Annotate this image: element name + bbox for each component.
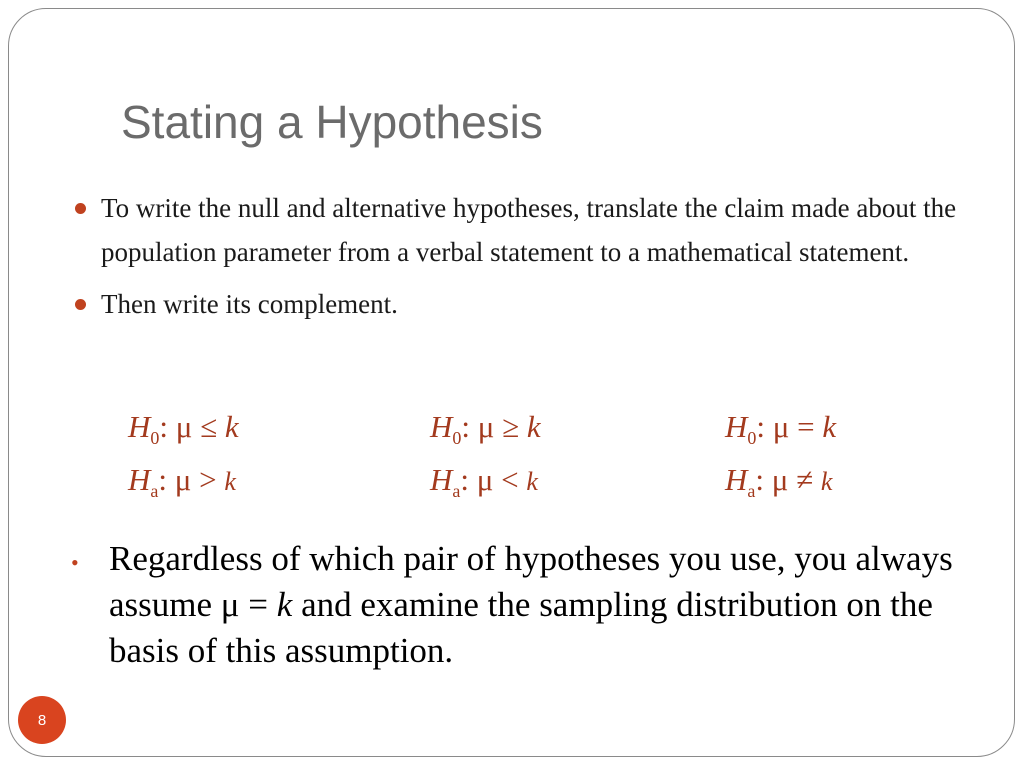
slide-title: Stating a Hypothesis — [121, 96, 543, 148]
bullet-dot-icon — [75, 299, 86, 310]
hypothesis-pair — [725, 405, 836, 511]
hypothesis-value: k — [224, 409, 239, 444]
null-hypothesis: $H_0$: μ ≥ k — [430, 409, 541, 449]
hypothesis-subscript: a — [150, 481, 159, 502]
hypothesis-value: k — [822, 409, 837, 444]
bullet-item — [73, 186, 973, 274]
hypothesis-value: k — [224, 467, 236, 497]
hypothesis-relation: μ ≥ — [477, 409, 520, 444]
hypothesis-relation: μ < — [476, 462, 519, 498]
null-hypothesis: $H_0$: μ = k — [725, 409, 837, 449]
null-hypothesis: $H_0$: μ ≤ k — [128, 409, 239, 449]
hypothesis-relation: μ ≠ — [771, 462, 814, 498]
hypothesis-symbol: H — [725, 462, 748, 498]
hypothesis-symbol: H — [128, 409, 151, 444]
assumption-note — [69, 536, 969, 674]
hypothesis-subscript: 0 — [150, 428, 160, 449]
hypothesis-subscript: a — [452, 481, 461, 502]
bullet-item — [73, 282, 973, 326]
alternative-hypothesis: $H_a$: μ < k — [430, 462, 538, 502]
hypothesis-relation: μ ≤ — [175, 409, 218, 444]
bullet-text: Then write its complement. — [101, 289, 398, 319]
note-text-before: Regardless of which pair of hypotheses you use, you always assume μ = — [109, 539, 953, 624]
hypothesis-subscript: 0 — [452, 428, 462, 449]
page-number: 8 — [37, 711, 47, 729]
alternative-hypothesis: $H_a$: μ > k — [128, 462, 236, 502]
bullet-text: To write the null and alternative hypotheses, translate the claim made about the population parameter from a verbal statement to a mathematical statement. — [101, 193, 957, 267]
bullet-dot-icon — [75, 203, 86, 214]
hypothesis-symbol: H — [430, 409, 453, 444]
hypothesis-value: k — [526, 467, 538, 497]
hypothesis-pair — [430, 405, 541, 511]
note-emphasis: k — [276, 585, 293, 624]
hypothesis-pair — [128, 405, 239, 511]
slide-frame — [8, 8, 1015, 757]
hypothesis-symbol: H — [725, 409, 748, 444]
hypothesis-subscript: 0 — [747, 428, 757, 449]
hypothesis-symbol: H — [128, 462, 151, 498]
hypothesis-symbol: H — [430, 462, 453, 498]
hypothesis-subscript: a — [747, 481, 756, 502]
page-number-badge — [18, 696, 66, 744]
note-bullet-icon: • — [71, 550, 79, 575]
note-text-after: and examine the sampling distribution on the basis of this assumption. — [109, 585, 933, 670]
hypothesis-relation: μ > — [174, 462, 217, 498]
hypothesis-value: k — [526, 409, 541, 444]
bullet-list — [73, 186, 973, 334]
hypothesis-relation: μ = — [772, 409, 815, 444]
hypothesis-value: k — [820, 467, 833, 497]
note-text — [69, 536, 969, 674]
hypotheses-grid — [128, 405, 928, 505]
alternative-hypothesis: $H_a$: μ ≠ k — [725, 462, 833, 502]
